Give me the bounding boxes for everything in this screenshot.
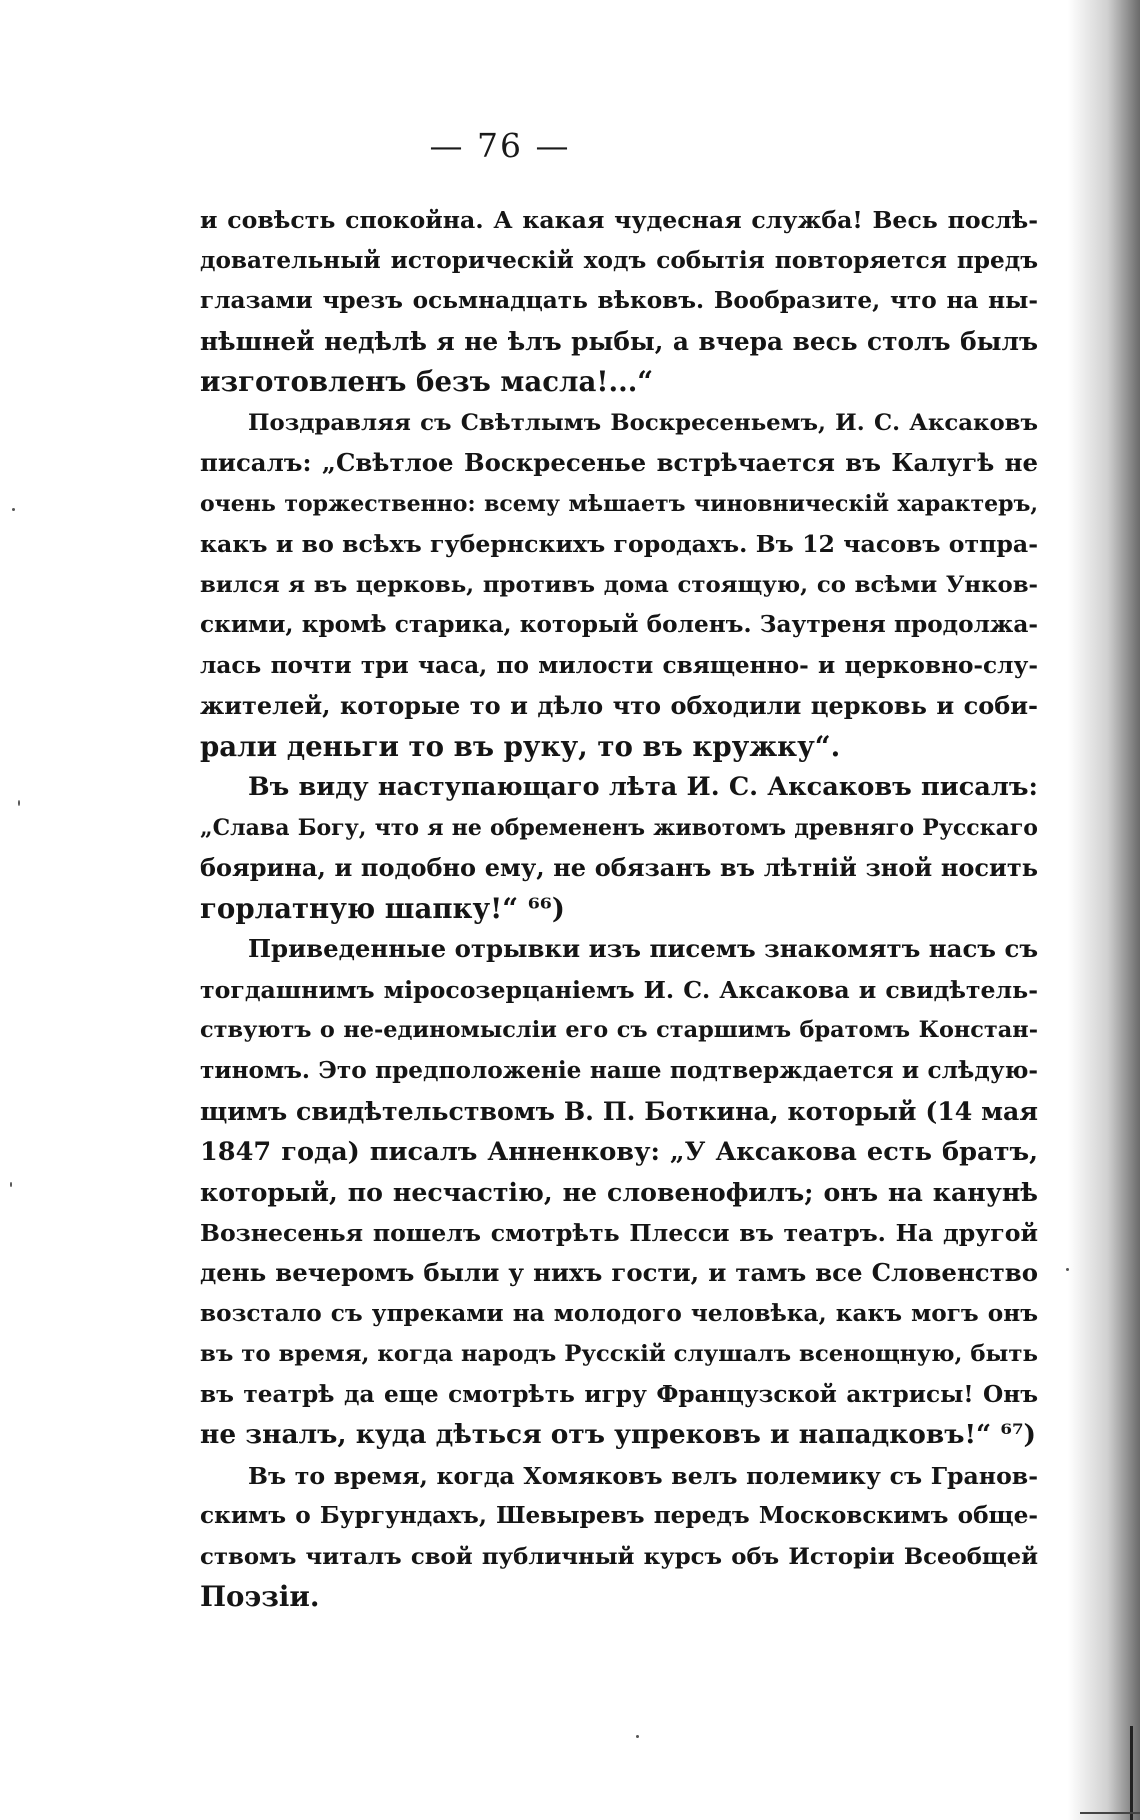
scan-speck: [1066, 1268, 1069, 1271]
text-line: какъ и во всѣхъ губернскихъ городахъ. Въ 12 часовъ отпра-: [200, 530, 1038, 558]
text-line: довательный историческій ходъ событія повторяется предъ: [200, 246, 1038, 274]
text-line: Поздравляя съ Свѣтлымъ Воскресеньемъ, И. С. Аксаковъ: [248, 409, 1038, 436]
scan-speck: [636, 1735, 639, 1738]
text-line: глазами чрезъ осьмнадцать вѣковъ. Вообразите, что на ны-: [200, 287, 1038, 314]
page-edge-mark: [1130, 1726, 1133, 1820]
text-line: скимъ о Бургундахъ, Шевыревъ передъ Московскимъ обще-: [200, 1502, 1038, 1529]
text-line: Поэзіи.: [200, 1580, 320, 1613]
text-line: не зналъ, куда дѣться отъ упрековъ и нападковъ!“ ⁶⁷): [200, 1419, 1037, 1450]
text-line: жителей, которые то и дѣло что обходили церковь и соби-: [200, 691, 1038, 720]
text-line: Въ то время, когда Хомяковъ велъ полемику съ Гранов-: [248, 1461, 1038, 1490]
text-line: скими, кромѣ старика, который боленъ. Заутреня продолжа-: [200, 611, 1038, 638]
text-line: нѣшней недѣлѣ я не ѣлъ рыбы, а вчера весь столъ былъ: [200, 326, 1038, 356]
text-line: который, по несчастію, не словенофилъ; онъ на канунѣ: [200, 1177, 1038, 1207]
scan-speck: [10, 1182, 12, 1187]
scan-speck: [18, 800, 20, 806]
text-line: возстало съ упреками на молодого человѣка, какъ могъ онъ: [200, 1299, 1038, 1327]
text-line: Въ виду наступающаго лѣта И. С. Аксаковъ писалъ:: [248, 772, 1038, 802]
page-edge-shadow: [1068, 0, 1140, 1820]
text-line: „Слава Богу, что я не обремененъ животомъ древняго Русскаго: [200, 814, 1038, 841]
text-line: и совѣсть спокойна. А какая чудесная служба! Весь послѣ-: [200, 206, 1038, 234]
text-line: ствуютъ о не-единомысліи его съ старшимъ братомъ Констан-: [200, 1017, 1038, 1043]
text-line: боярина, и подобно ему, не обязанъ въ лѣтній зной носить: [200, 853, 1038, 882]
text-line: рали деньги то въ руку, то въ кружку“.: [200, 729, 841, 763]
text-line: вился я въ церковь, противъ дома стоящую, со всѣми Унков-: [200, 571, 1038, 598]
scan-speck: [12, 508, 15, 511]
text-line: Вознесенья пошелъ смотрѣть Плесси въ театръ. На другой: [200, 1218, 1038, 1247]
text-line: тиномъ. Это предположеніе наше подтверждается и слѣдую-: [200, 1056, 1038, 1084]
body-text: [200, 200, 1038, 1618]
text-line: тогдашнимъ міросозерцаніемъ И. С. Аксакова и свидѣтель-: [200, 975, 1038, 1004]
text-line: въ театрѣ да еще смотрѣть игру Французской актрисы! Онъ: [200, 1380, 1038, 1408]
text-line: горлатную шапку!“ ⁶⁶): [200, 891, 565, 925]
text-line: ствомъ читалъ свой публичный курсъ объ Исторіи Всеобщей: [200, 1543, 1038, 1570]
text-line: 1847 года) писалъ Анненкову: „У Аксакова есть братъ,: [200, 1136, 1038, 1167]
text-line: писалъ: „Свѣтлое Воскресенье встрѣчается въ Калугѣ не: [200, 448, 1038, 477]
text-line: щимъ свидѣтельствомъ В. П. Боткина, который (14 мая: [200, 1096, 1038, 1126]
text-line: Приведенные отрывки изъ писемъ знакомятъ насъ съ: [248, 934, 1039, 963]
page-bottom-mark: [1080, 1812, 1140, 1814]
text-line: въ то время, когда народъ Русскій слушалъ всенощную, быть: [200, 1341, 1038, 1367]
text-line: лась почти три часа, по милости священно- и церковно-слу-: [200, 651, 1038, 679]
page-number: — 76 —: [429, 126, 571, 165]
text-line: изготовленъ безъ масла!...“: [200, 365, 654, 398]
text-line: очень торжественно: всему мѣшаетъ чиновническій характеръ,: [200, 490, 1038, 517]
text-line: день вечеромъ были у нихъ гости, и тамъ все Словенство: [200, 1258, 1038, 1287]
